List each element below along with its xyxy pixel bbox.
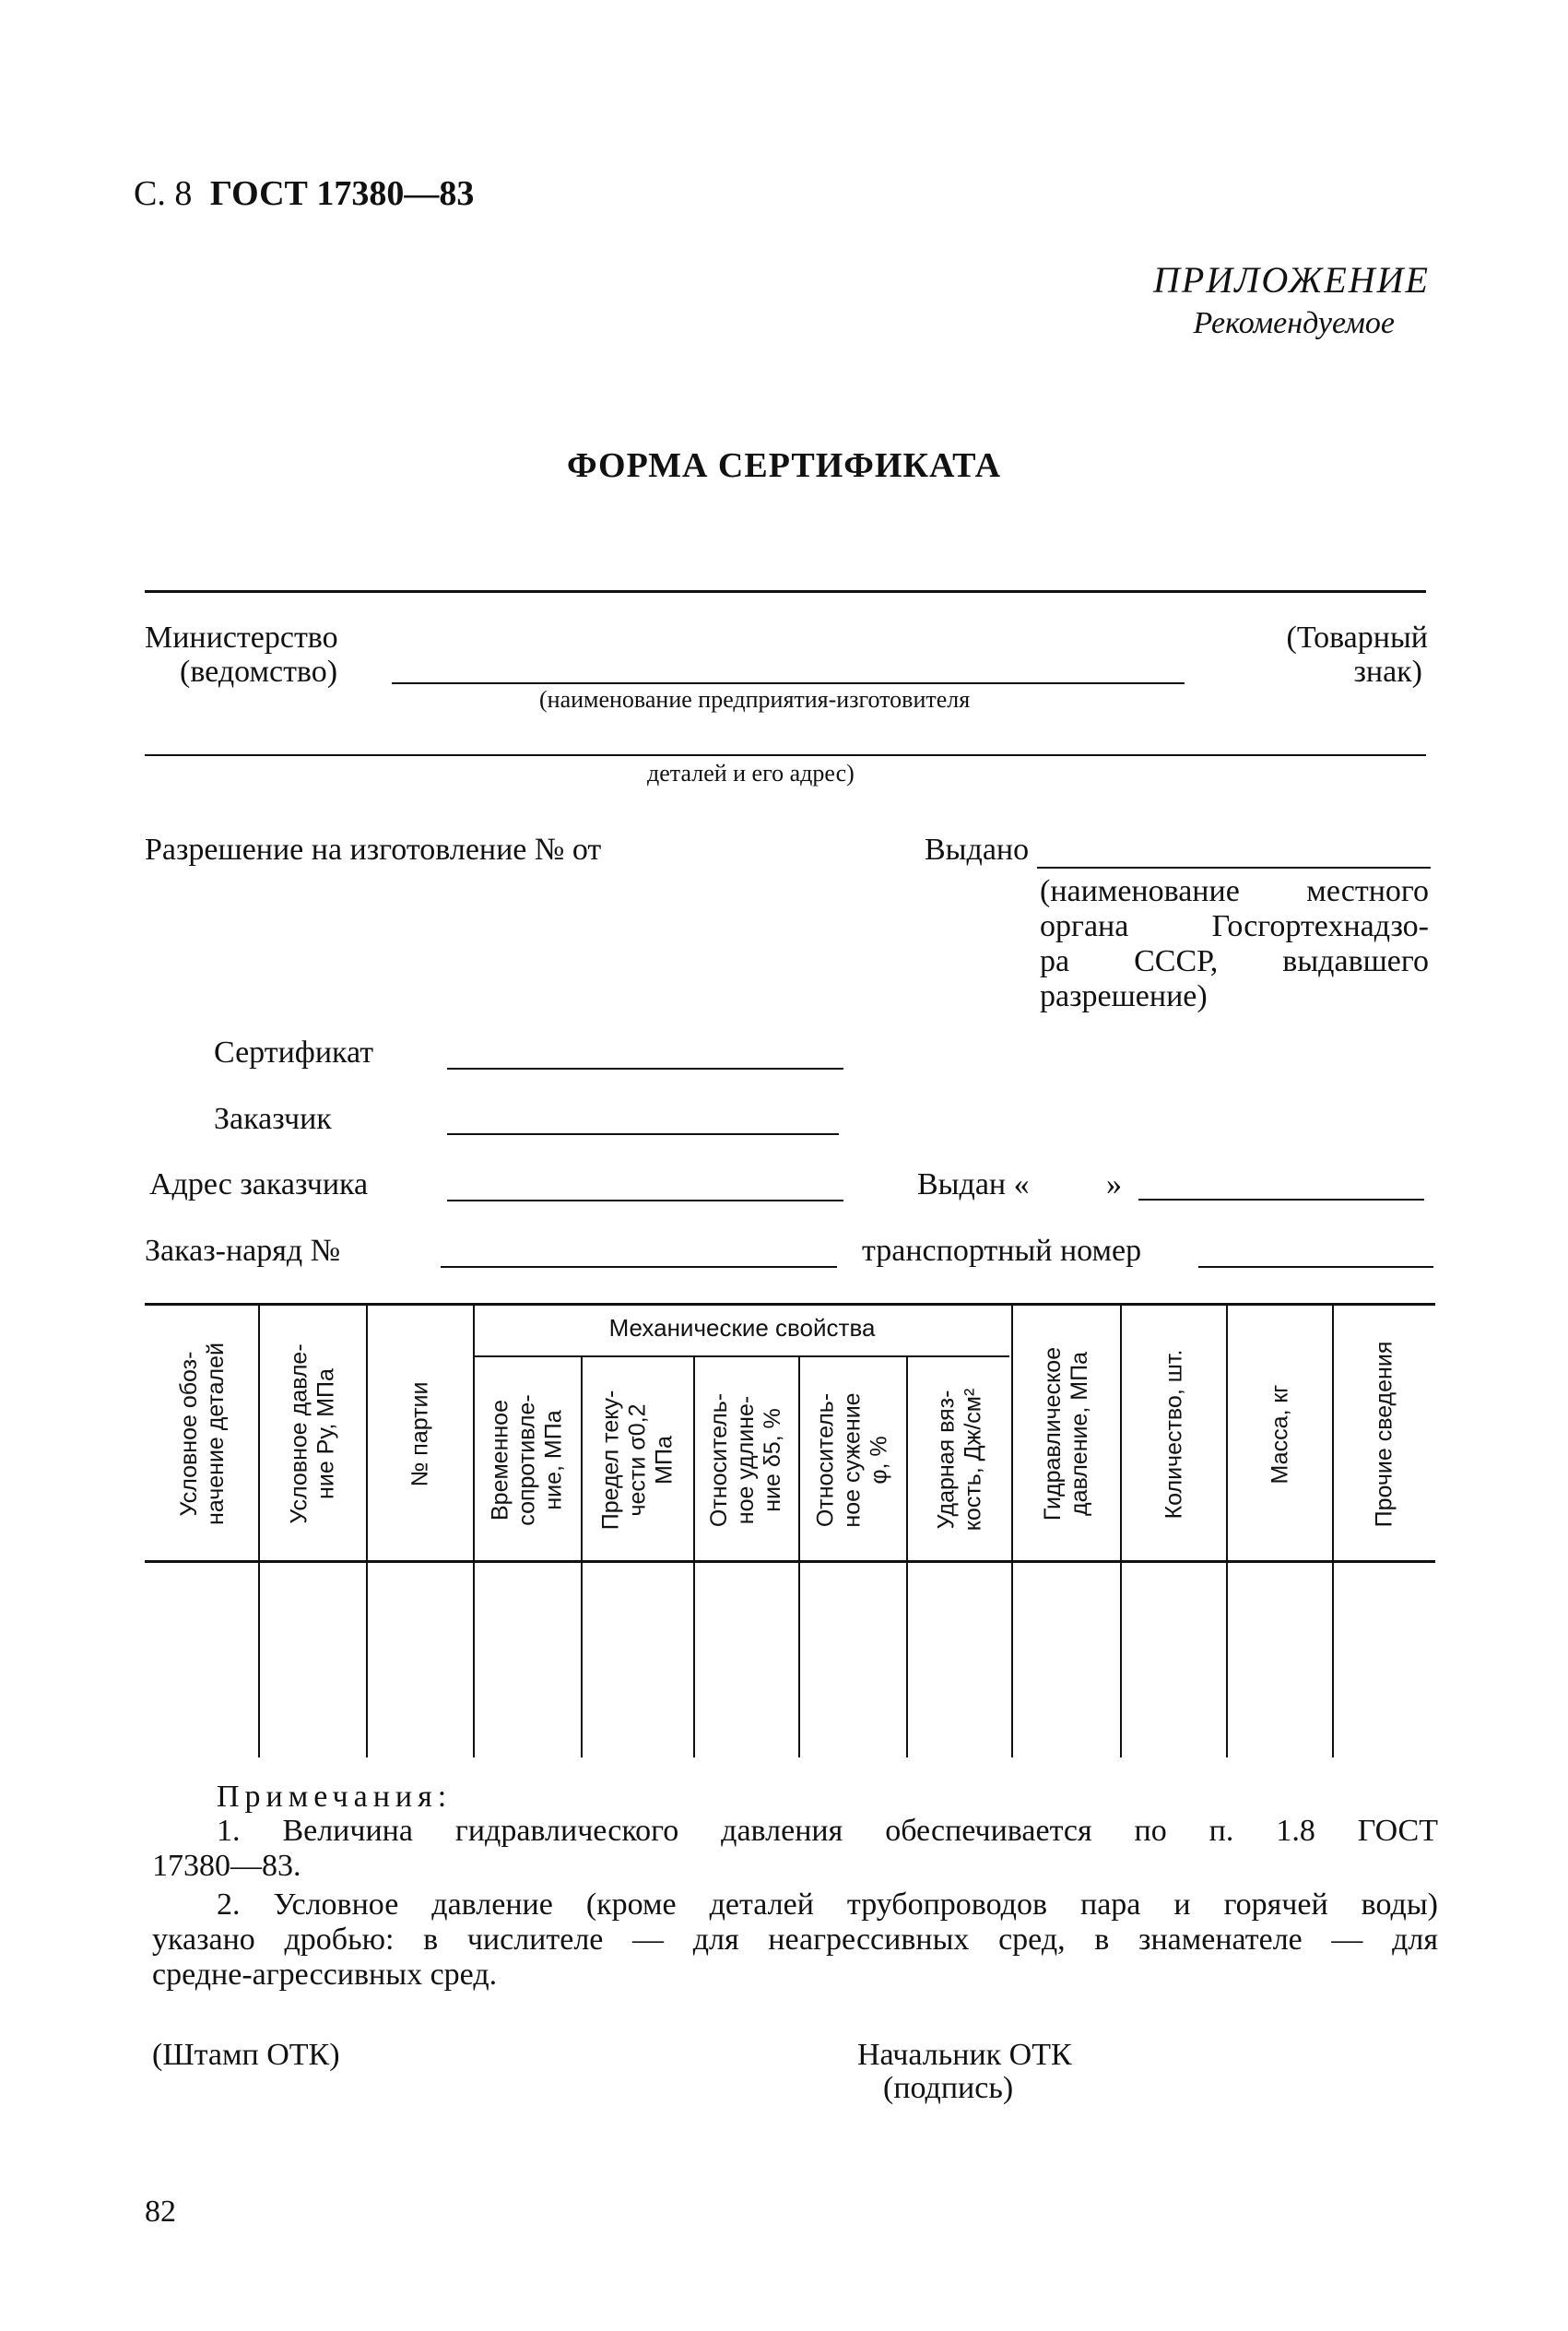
note-1-line-1: 1. Величина гидравлического давления обеспечивается по п. 1.8 ГОСТ (217, 1814, 1438, 1848)
maker-line (392, 682, 1185, 684)
table-top-rule (145, 1303, 1435, 1306)
column-header-nominal-pressure (260, 1309, 366, 1558)
column-header-quantity (1122, 1309, 1226, 1558)
column-header-text: № партии (407, 1381, 433, 1486)
address-line (145, 754, 1426, 756)
top-rule (145, 590, 1426, 593)
column-header-text: Количество, шт. (1161, 1349, 1187, 1519)
group-header: Механические свойства (608, 1314, 876, 1342)
customer-field[interactable] (447, 1133, 839, 1135)
issued-label: Выдано (925, 833, 1030, 867)
column-header-text: Относитель- ное удлине- ние δ5, % (706, 1392, 786, 1527)
note-1 (152, 1814, 1438, 1884)
column-header-part-designation (147, 1309, 258, 1558)
appendix-subtitle: Рекомендуемое (1193, 306, 1395, 340)
form-title: ФОРМА СЕРТИФИКАТА (566, 446, 1002, 485)
column-header-impact-strength (908, 1361, 1011, 1558)
customer-label: Заказчик (214, 1102, 332, 1136)
note-2-line-3: средне-агрессивных сред. (152, 1958, 498, 1992)
header-bottom-rule (145, 1560, 1435, 1563)
page-number: 82 (145, 2195, 176, 2229)
trademark-label-2: знак) (1353, 655, 1422, 689)
column-header-text: Масса, кг (1267, 1384, 1292, 1484)
issued-date-close: » (1106, 1167, 1122, 1201)
transport-label: транспортный номер (862, 1234, 1142, 1268)
column-header-hydraulic-pressure (1013, 1309, 1120, 1558)
gost-number: ГОСТ 17380—83 (209, 174, 475, 213)
notes-heading: Примечания: (217, 1780, 453, 1814)
trademark-label: (Товарный (1286, 621, 1428, 655)
column-header-other-info (1334, 1309, 1435, 1558)
column-header-text: Условное давле- ние Pу, МПа (286, 1343, 339, 1524)
customer-address-label: Адрес заказчика (149, 1167, 369, 1201)
column-header-reduction-of-area (800, 1361, 906, 1558)
note-2 (152, 1887, 1438, 1993)
order-field[interactable] (441, 1266, 837, 1268)
order-label: Заказ-наряд № (145, 1234, 341, 1268)
issued-date-field[interactable] (1138, 1199, 1424, 1201)
maker-caption: (наименование предприятия-изготовителя (539, 686, 971, 713)
column-header-batch-number (368, 1309, 473, 1558)
department-label: (ведомство) (180, 655, 338, 689)
transport-field[interactable] (1198, 1266, 1433, 1268)
group-rule (475, 1355, 1009, 1357)
certificate-label: Сертификат (214, 1035, 374, 1070)
certificate-field[interactable] (447, 1068, 843, 1070)
maker-caption-2: деталей и его адрес) (647, 760, 855, 787)
customer-address-field[interactable] (447, 1200, 843, 1201)
issued-line (1037, 867, 1431, 869)
column-header-mass (1228, 1309, 1332, 1558)
issued-date-label: Выдан « (917, 1167, 1030, 1201)
column-header-text: Условное обоз- начение деталей (176, 1343, 229, 1525)
column-header-text: Относитель- ное сужение φ, % (813, 1391, 892, 1528)
note-2-line-2: указано дробью: в числителе — для неагрессивных сред, в знаменателе — для (152, 1923, 1438, 1957)
column-header-text: Предел теку- чести σ0,2 МПа (597, 1390, 678, 1530)
signature-caption: (подпись) (883, 2071, 1014, 2105)
column-header-text: Временное сопротивле- ние, МПа (488, 1393, 568, 1526)
column-header-tensile-strength (475, 1361, 581, 1558)
column-header-text: Гидравлическое давление, МПа (1040, 1346, 1092, 1521)
column-header-text: Ударная вяз- кость, Дж/см² (933, 1388, 986, 1532)
column-header-yield-strength (583, 1361, 693, 1558)
page-header (134, 173, 474, 214)
ministry-label: Министерство (145, 621, 338, 655)
column-header-elongation (695, 1361, 798, 1558)
organ-caption: (наименование местного органа Госгортехнадзо- ра СССР, выдавшего разрешение) (1040, 874, 1429, 1013)
page-ref: С. 8 (134, 174, 193, 213)
note-1-line-2: 17380—83. (152, 1849, 301, 1883)
qc-chief-label: Начальник ОТК (857, 2038, 1072, 2072)
note-2-line-1: 2. Условное давление (кроме деталей трубопроводов пара и горячей воды) (217, 1887, 1438, 1922)
permission-label: Разрешение на изготовление № от (145, 833, 602, 867)
appendix-title: ПРИЛОЖЕНИЕ (1153, 259, 1430, 301)
qc-stamp: (Штамп ОТК) (152, 2038, 340, 2072)
column-header-text: Прочие сведения (1371, 1341, 1397, 1527)
